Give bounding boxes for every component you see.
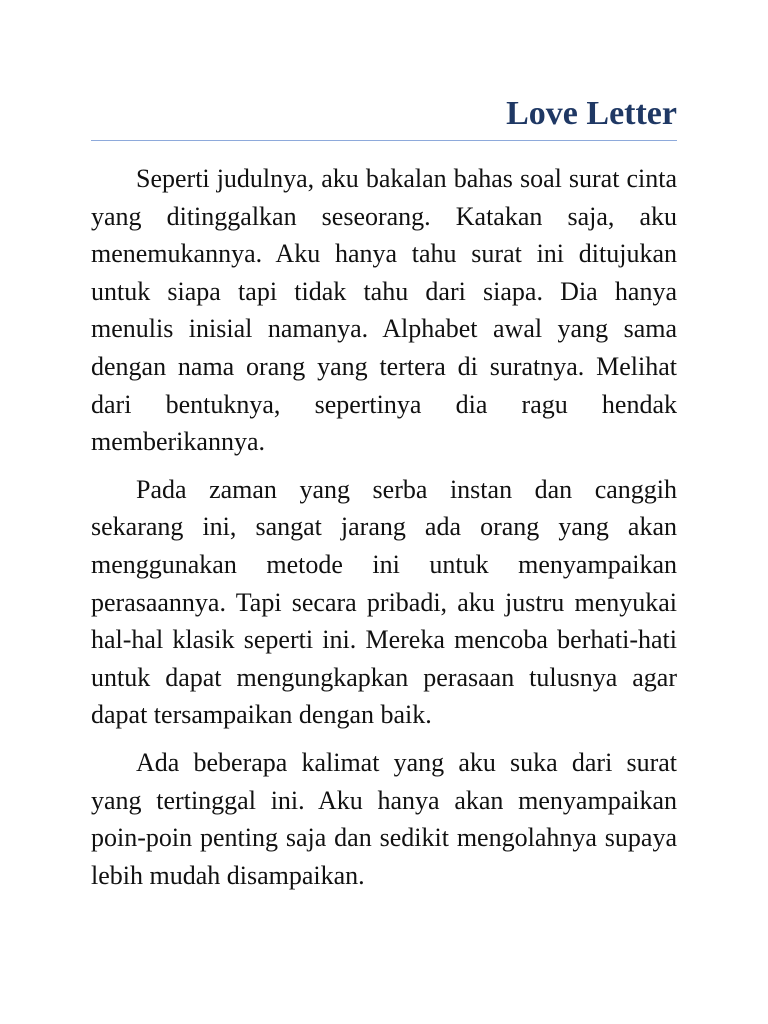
paragraph-3: Ada beberapa kalimat yang aku suka dari surat yang tertinggal ini. Aku hanya akan menyampaikan poin-poin penting saja dan sedikit mengolahnya supaya lebih mudah disampaikan. <box>91 747 677 890</box>
body-text <box>91 160 677 904</box>
title-divider <box>91 140 677 141</box>
page-title: Love Letter <box>506 95 677 132</box>
paragraph-1: Seperti judulnya, aku bakalan bahas soal surat cinta yang ditinggalkan seseorang. Katakan saja, aku menemukannya. Aku hanya tahu surat ini ditujukan untuk siapa tapi tidak tahu dari siapa. Dia hanya menulis inisial namanya. Alphabet awal yang sama dengan nama orang yang tertera di suratnya. Melihat dari bentuknya, sepertinya dia ragu hendak memberikannya. <box>91 164 677 457</box>
paragraph-2: Pada zaman yang serba instan dan canggih sekarang ini, sangat jarang ada orang yang akan menggunakan metode ini untuk menyampaikan perasaannya. Tapi secara pribadi, aku justru menyukai hal-hal klasik seperti ini. Mereka mencoba berhati-hati untuk dapat mengungkapkan perasaan tulusnya agar dapat tersampaikan dengan baik. <box>91 474 677 730</box>
